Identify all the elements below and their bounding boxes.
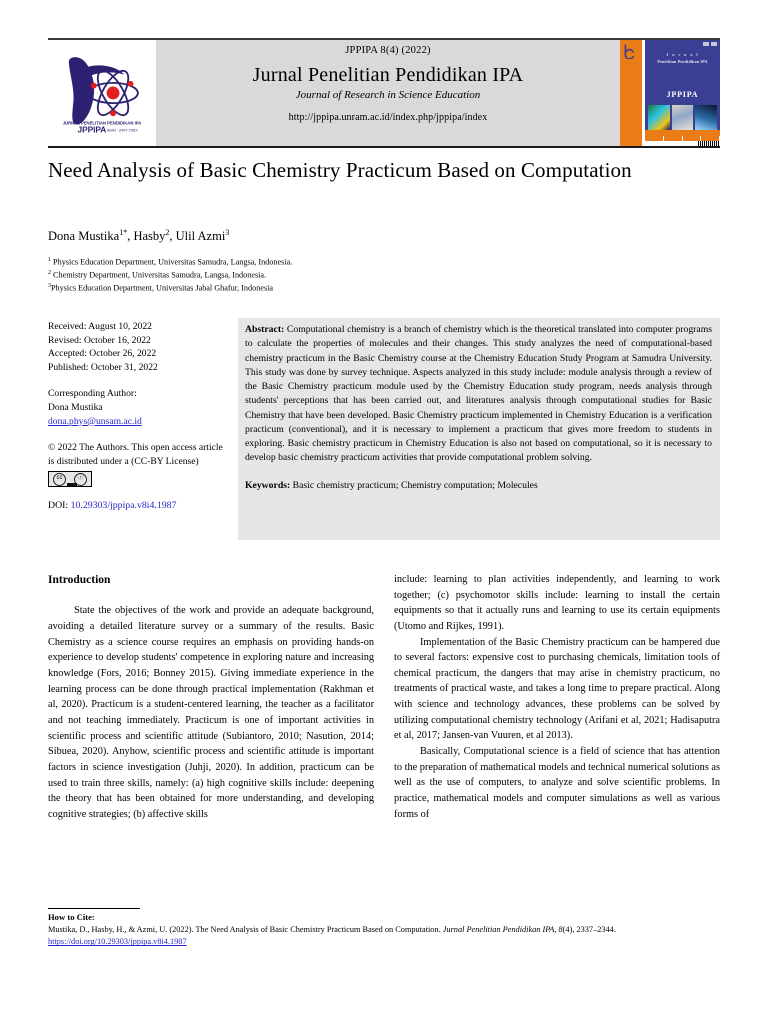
copyright-text: © 2022 The Authors. This open access article is distributed under a (CC-BY License) [48, 442, 223, 467]
affiliation-text: Physics Education Department, Universitas Samudra, Langsa, Indonesia. [53, 257, 293, 267]
cover-line2: Penelitian Pendidikan IPA [657, 58, 708, 64]
doi-value[interactable]: 10.29303/jppipa.v8i4.1987 [70, 500, 177, 512]
paragraph: Implementation of the Basic Chemistry practicum can be hampered due to several factors: expensive cost to purchasing chemicals, limitation tools of chemical practicum, the dangers that may arise in chemistry practicum, no treatments of practical waste, and takes a long time to prepare practical. Along with science and technology advances, these problems can be solved by utilizing computational chemistry technology (Arifani et al, 2021; Hadisaputra et al, 2017; Jansen-van Vuuren, et al 2013). [394, 636, 720, 742]
cover-barcode [645, 141, 720, 146]
cover-footer-bar [645, 130, 720, 141]
keywords-label: Keywords: [245, 479, 291, 491]
paragraph: include: learning to plan activities independently, and learning to work together; (c) psychomotor skills include: learning to install the certain equipments so that it actually runs and learning to use its certain equipments (Utomo and Rijkes, 1991). [394, 574, 720, 632]
abstract-body: Computational chemistry is a branch of chemistry which is the theoretical translated into computer programs to calculate the properties of molecules and their changes. This study analyzes the need of computational-based chemistry practicum in the Basic Chemistry course at the Chemistry Education Study Program at Samudra University. This study was done by survey technique. Aspects analyzed in this study include: module analysis through a review of the Basic Chemistry practicum module used by the Chemistry Education study program, needs analysis through students' perceptions that has been carried out, and literatures analysis through computational studies for Basic Chemistry that have been developed. Basic Chemistry practicum implemented in Chemistry Education is a verification practicum (conventional), and it is necessary to implement a practicum that gives more freedom to students in exploring. Basic chemistry practicum in Chemistry Education is also not based on computational, so it is necessary to develop basic chemistry practicum activities that provide computational problem solving. [245, 324, 712, 464]
spacer [48, 428, 228, 441]
affiliation-text: Physics Education Department, Universitas Jabal Ghafur, Indonesia [51, 283, 274, 293]
logo-caption-issn: ISSN : 2407-795X [106, 128, 138, 133]
citation-doi-link[interactable]: https://doi.org/10.29303/jppipa.v8i4.1987 [48, 937, 187, 947]
journal-cover-thumbnail [645, 40, 720, 146]
cover-brand: JPPIPA [666, 89, 699, 99]
abstract-box [238, 318, 720, 540]
body-column-right [394, 572, 720, 822]
date-block [48, 320, 228, 374]
journal-logo [48, 40, 156, 146]
affiliation-item: $^2$ Chemistry Department, Universitas Samudra, Langsa, Indonesia. [48, 270, 267, 280]
journal-masthead [48, 38, 720, 148]
journal-mark-icon [623, 43, 639, 59]
atom-logo-icon [56, 47, 148, 139]
cc-icon: cc [53, 473, 66, 486]
citation-mid: (4), 2337–2344. [562, 925, 616, 934]
article-metadata [48, 320, 228, 513]
keywords-value: Basic chemistry practicum; Chemistry computation; Molecules [290, 479, 538, 491]
logo-caption-main: JPPIPA [77, 125, 107, 135]
paragraph: State the objectives of the work and provide an adequate background, avoiding a detailed literature survey or a summary of the results. Basic Chemistry as a science course requires an emphasis on providing hands-on experience to develop students' competence in exploring nature and increasing knowledge (Fors, 2016; Bonney 2015). Giving immediate experience in the learning process can be done through practical implementation (Rakhman et al, 2020). Practicum is a student-centered learning, the teacher as a facilitator and not teaching immediately. Practicum is one of important activities in scientific process and scientific attitude (Subiantoro, 2010; Nasution, 2014; Sibuea, 2020). Anyhow, scientific process and scientific attitude is important factors in science investigation (Juhji, 2020). In addition, practicum can be used to train three skills, namely: (a) high cognitive skills include: deepening the theory that has been obtained for more understanding, and developing cognitive strategies; (b) affective skills [48, 605, 374, 820]
issue-line: JPPIPA 8(4) (2022) [345, 45, 431, 56]
spacer [48, 374, 228, 387]
affiliation-item: $^1$ Physics Education Department, Universitas Samudra, Langsa, Indonesia. [48, 257, 293, 267]
cover-line1: J u r n a l [666, 51, 699, 57]
journal-url[interactable]: http://jppipa.unram.ac.id/index.php/jppipa/index [288, 112, 488, 123]
cc-license-badge[interactable] [48, 471, 92, 487]
citation-text [48, 924, 720, 949]
corresponding-label: Corresponding Author: [48, 388, 137, 400]
body-column-left [48, 572, 374, 822]
citation-prefix: Mustika, D., Hasby, H., & Azmi, U. (2022). The Need Analysis of Basic Chemistry Practicum Based on Computation. [48, 925, 443, 934]
corresponding-email-link[interactable]: dona.phys@unsam.ac.id [48, 415, 142, 427]
how-to-cite-label: How to Cite: [48, 912, 95, 922]
abstract-paragraph [245, 323, 712, 466]
doi-line [48, 499, 228, 513]
how-to-cite-footer [48, 908, 720, 949]
section-heading-introduction: Introduction [48, 574, 111, 586]
authors-text: Dona Mustika$^{1*}$, Hasby$^2$, Ulil Azmi$^3$ [48, 228, 230, 244]
abstract-label: Abstract: [245, 324, 285, 335]
accepted-date: Accepted: October 26, 2022 [48, 348, 157, 360]
journal-subtitle: Journal of Research in Science Education [295, 89, 481, 101]
orange-bar [620, 40, 642, 146]
affiliation-list [48, 256, 720, 295]
cover-images [645, 105, 720, 131]
masthead-center [156, 40, 620, 146]
paper-title: Need Analysis of Basic Chemistry Practicum Based on Computation [48, 158, 632, 182]
affiliation-item: $^3$Physics Education Department, Universitas Jabal Ghafur, Indonesia [48, 283, 274, 293]
masthead-right [620, 40, 720, 146]
cover-topbar [645, 40, 720, 48]
keywords-line [245, 479, 712, 493]
received-date: Received: August 10, 2022 [48, 321, 152, 332]
footer-divider [48, 908, 140, 909]
author-list [48, 228, 720, 244]
logo-caption-top: JURNAL PENELITIAN PENDIDIKAN IPA [62, 120, 142, 126]
corresponding-name: Dona Mustika [48, 402, 103, 414]
cc-by-icon: ⓘ [74, 473, 87, 486]
affiliation-text: Chemistry Department, Universitas Samudra, Langsa, Indonesia. [53, 270, 267, 280]
journal-title: Jurnal Penelitian Pendidikan IPA [252, 64, 524, 86]
published-date: Published: October 31, 2022 [48, 361, 158, 373]
revised-date: Revised: October 16, 2022 [48, 334, 151, 346]
doi-label: DOI: [48, 500, 69, 512]
corresponding-author-block [48, 387, 228, 428]
paragraph: Basically, Computational science is a field of science that has attention to the preparation of mathematical models and technical numerical solutions as well as the use of computers, to analyze and solve scientific problems. In practice, mathematical models and computer simulations as well as various forms of [394, 746, 720, 820]
citation-journal: Jurnal Penelitian Pendidikan IPA, 8 [442, 925, 563, 934]
